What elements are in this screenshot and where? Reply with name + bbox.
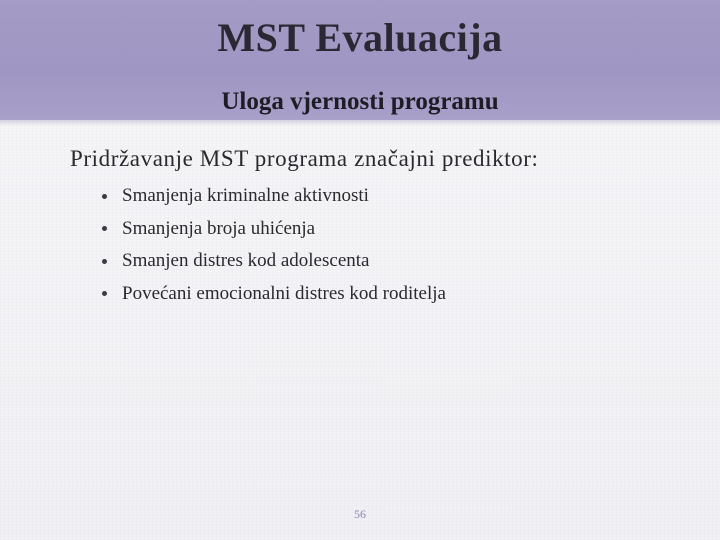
bullet-text: Smanjenja kriminalne aktivnosti xyxy=(122,185,369,207)
bullet-item xyxy=(102,245,446,278)
bullet-item xyxy=(102,180,446,213)
page-number: 56 xyxy=(354,507,366,521)
bullet-dot-icon xyxy=(102,226,107,231)
bullet-dot-icon xyxy=(102,291,107,296)
lead-text: Pridržavanje MST programa značajni prediktor: xyxy=(70,146,539,171)
bullet-item xyxy=(102,278,446,311)
slide-title: MST Evaluacija xyxy=(217,15,503,60)
slide-subtitle: Uloga vjernosti programu xyxy=(221,88,499,115)
bullet-dot-icon xyxy=(102,259,107,264)
bullet-text: Smanjenja broja uhićenja xyxy=(122,217,316,239)
bullet-list xyxy=(102,180,446,310)
bullet-text: Smanjen distres kod adolescenta xyxy=(122,250,370,272)
bullet-item xyxy=(102,213,446,246)
bullet-dot-icon xyxy=(102,194,107,199)
bullet-text: Povećani emocionalni distres kod roditelja xyxy=(122,282,446,304)
